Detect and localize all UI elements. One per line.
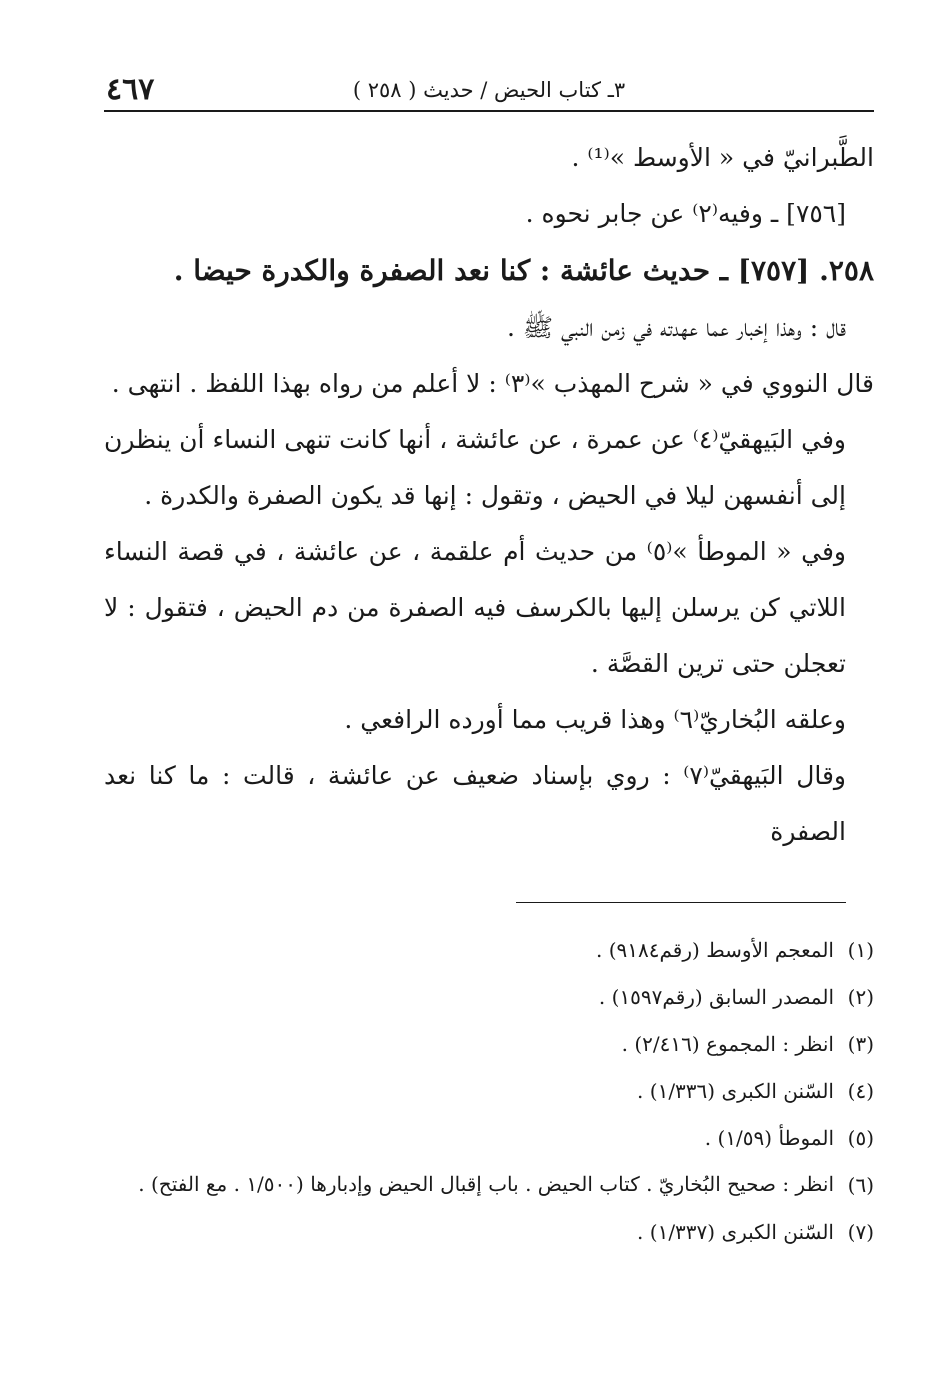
- footnote-number: (٢): [847, 985, 874, 1009]
- paragraph: وقال البَيهقيّ⁽٧⁾ : روي بإسناد ضعيف عن عائشة ، قالت : ما كنا نعد الصفرة: [104, 761, 846, 846]
- running-header: [104, 70, 874, 112]
- footnote-text: الموطأ (١/٥٩) .: [704, 1126, 834, 1150]
- paragraph: قال : وهذا إخبار عما عهدته في زمن النبي ﷺ .: [507, 313, 846, 342]
- paragraph: وفي البَيهقيّ⁽٤⁾ عن عمرة ، عن عائشة ، أنها كانت تنهى النساء أن ينظرن إلى أنفسهن ليلا في الحيض ، وتقول : إنها قد يكون الصفرة والكدرة .: [104, 425, 846, 510]
- hadith-heading: ٢٥٨. [٧٥٧] ـ حديث عائشة : كنا نعد الصفرة والكدرة حيضا .: [173, 254, 874, 287]
- footnote-text: السّنن الكبرى (١/٣٣٦) .: [637, 1079, 834, 1103]
- paragraph: وفي « الموطأ »⁽٥⁾ من حديث أم علقمة ، عن عائشة ، في قصة النساء اللاتي كن يرسلن إليها بالكرسف فيه الصفرة من دم الحيض ، فتقول : لا تعجلن حتى ترين القصَّة .: [104, 537, 846, 678]
- main-text: [104, 130, 874, 860]
- footnote-number: (٣): [847, 1032, 874, 1056]
- footnote: [104, 1021, 874, 1068]
- footnote-text: السّنن الكبرى (١/٣٣٧) .: [637, 1220, 834, 1244]
- footnotes: [104, 927, 874, 1256]
- footnote: [104, 1068, 874, 1115]
- footnote-text: انظر : صحيح البُخاريّ . كتاب الحيض . باب إقبال الحيض وإدبارها (١/٥٠٠ . مع الفتح) .: [138, 1172, 834, 1196]
- footnote-number: (٤): [847, 1079, 874, 1103]
- footnote-number: (٦): [847, 1173, 874, 1197]
- footnote-text: المعجم الأوسط (رقم٩١٨٤) .: [596, 938, 834, 962]
- footnote: [104, 1115, 874, 1162]
- book-page: [104, 70, 874, 1256]
- paragraph: وعلقه البُخاريّ⁽٦⁾ وهذا قريب مما أورده الرافعي .: [344, 705, 846, 734]
- footnote-text: المصدر السابق (رقم١٥٩٧) .: [598, 985, 834, 1009]
- footnote-number: (٥): [847, 1126, 874, 1150]
- text-line: الطَّبرانيّ في « الأوسط »⁽¹⁾ .: [571, 143, 874, 172]
- footnote: [104, 1209, 874, 1256]
- footnote-divider: [516, 902, 846, 903]
- footnote: [104, 1162, 874, 1209]
- footnote: [104, 974, 874, 1021]
- footnote-number: (١): [847, 938, 874, 962]
- footnote-number: (٧): [847, 1220, 874, 1244]
- header-title: ٣ـ كتاب الحيض / حديث ( ٢٥٨ ): [352, 78, 626, 102]
- text-line: [٧٥٦] ـ وفيه⁽٢⁾ عن جابر نحوه .: [525, 199, 846, 228]
- page-number: ٤٦٧: [106, 72, 155, 107]
- paragraph: قال النووي في « شرح المهذب »⁽٣⁾ : لا أعلم من رواه بهذا اللفظ . انتهى .: [111, 369, 874, 398]
- footnote-text: انظر : المجموع (٢/٤١٦) .: [621, 1032, 834, 1056]
- footnote: [104, 927, 874, 974]
